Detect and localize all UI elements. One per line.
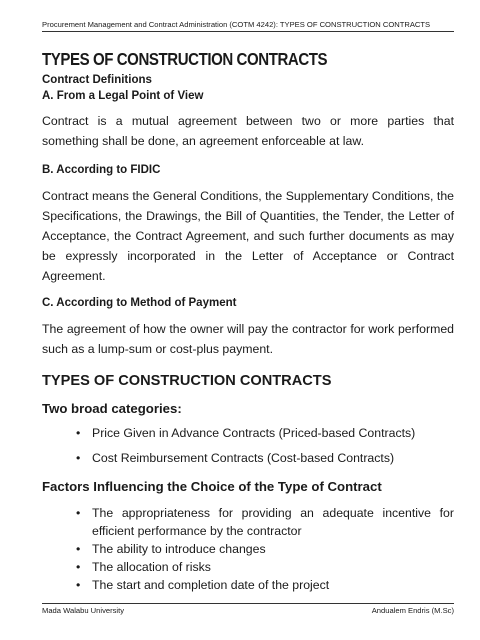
bullet-icon: •: [76, 451, 81, 465]
bullet-icon: •: [76, 578, 81, 592]
list-item: • The ability to introduce changes: [76, 542, 266, 556]
bullet-icon: •: [76, 506, 81, 520]
page-footer: [42, 603, 454, 615]
bullet-icon: •: [76, 426, 81, 440]
list-item: • The appropriateness for providing an adequate incentive for efficient performance by the contractor: [76, 506, 454, 538]
factors-heading: Factors Influencing the Choice of the Type of Contract: [42, 479, 382, 494]
payment-definition-text: The agreement of how the owner will pay the contractor for work performed such as a lump-sum or cost-plus payment.: [42, 322, 454, 356]
definitions-heading: Contract Definitions: [42, 74, 152, 86]
bullet-icon: •: [76, 542, 81, 556]
factors-list: [42, 504, 454, 594]
page-content: [42, 72, 454, 594]
legal-definition-heading: A. From a Legal Point of View: [42, 90, 204, 102]
footer-institution: Mada Walabu University: [42, 606, 125, 615]
document-title: TYPES OF CONSTRUCTION CONTRACTS: [42, 49, 328, 69]
footer-author: Andualem Endris (M.Sc): [371, 606, 454, 615]
fidic-definition-text: Contract means the General Conditions, the Supplementary Conditions, the Specifications, the Drawings, the Bill of Quantities, the Tender, the Letter of Acceptance, the Contract Agreement, and such further documents as may be expressly incorporated in the Letter of Acceptance or Contract Agreement.: [42, 189, 454, 283]
list-item: • Price Given in Advance Contracts (Priced-based Contracts): [76, 426, 416, 440]
types-section-heading: TYPES OF CONSTRUCTION CONTRACTS: [42, 373, 332, 389]
bullet-icon: •: [76, 560, 81, 574]
list-item: • The allocation of risks: [76, 560, 211, 574]
list-item: • The start and completion date of the project: [76, 578, 330, 592]
legal-definition-text: Contract is a mutual agreement between two or more parties that something shall be done, an agreement enforceable at law.: [42, 114, 454, 148]
list-item: • Cost Reimbursement Contracts (Cost-based Contracts): [76, 451, 395, 465]
fidic-definition-heading: B. According to FIDIC: [42, 164, 161, 176]
categories-list: [42, 424, 454, 467]
payment-definition-heading: C. According to Method of Payment: [42, 297, 237, 309]
running-header: Procurement Management and Contract Administration (COTM 4242): TYPES OF CONSTRUCTION CONTRACTS: [42, 20, 454, 32]
categories-heading: Two broad categories:: [42, 401, 182, 416]
